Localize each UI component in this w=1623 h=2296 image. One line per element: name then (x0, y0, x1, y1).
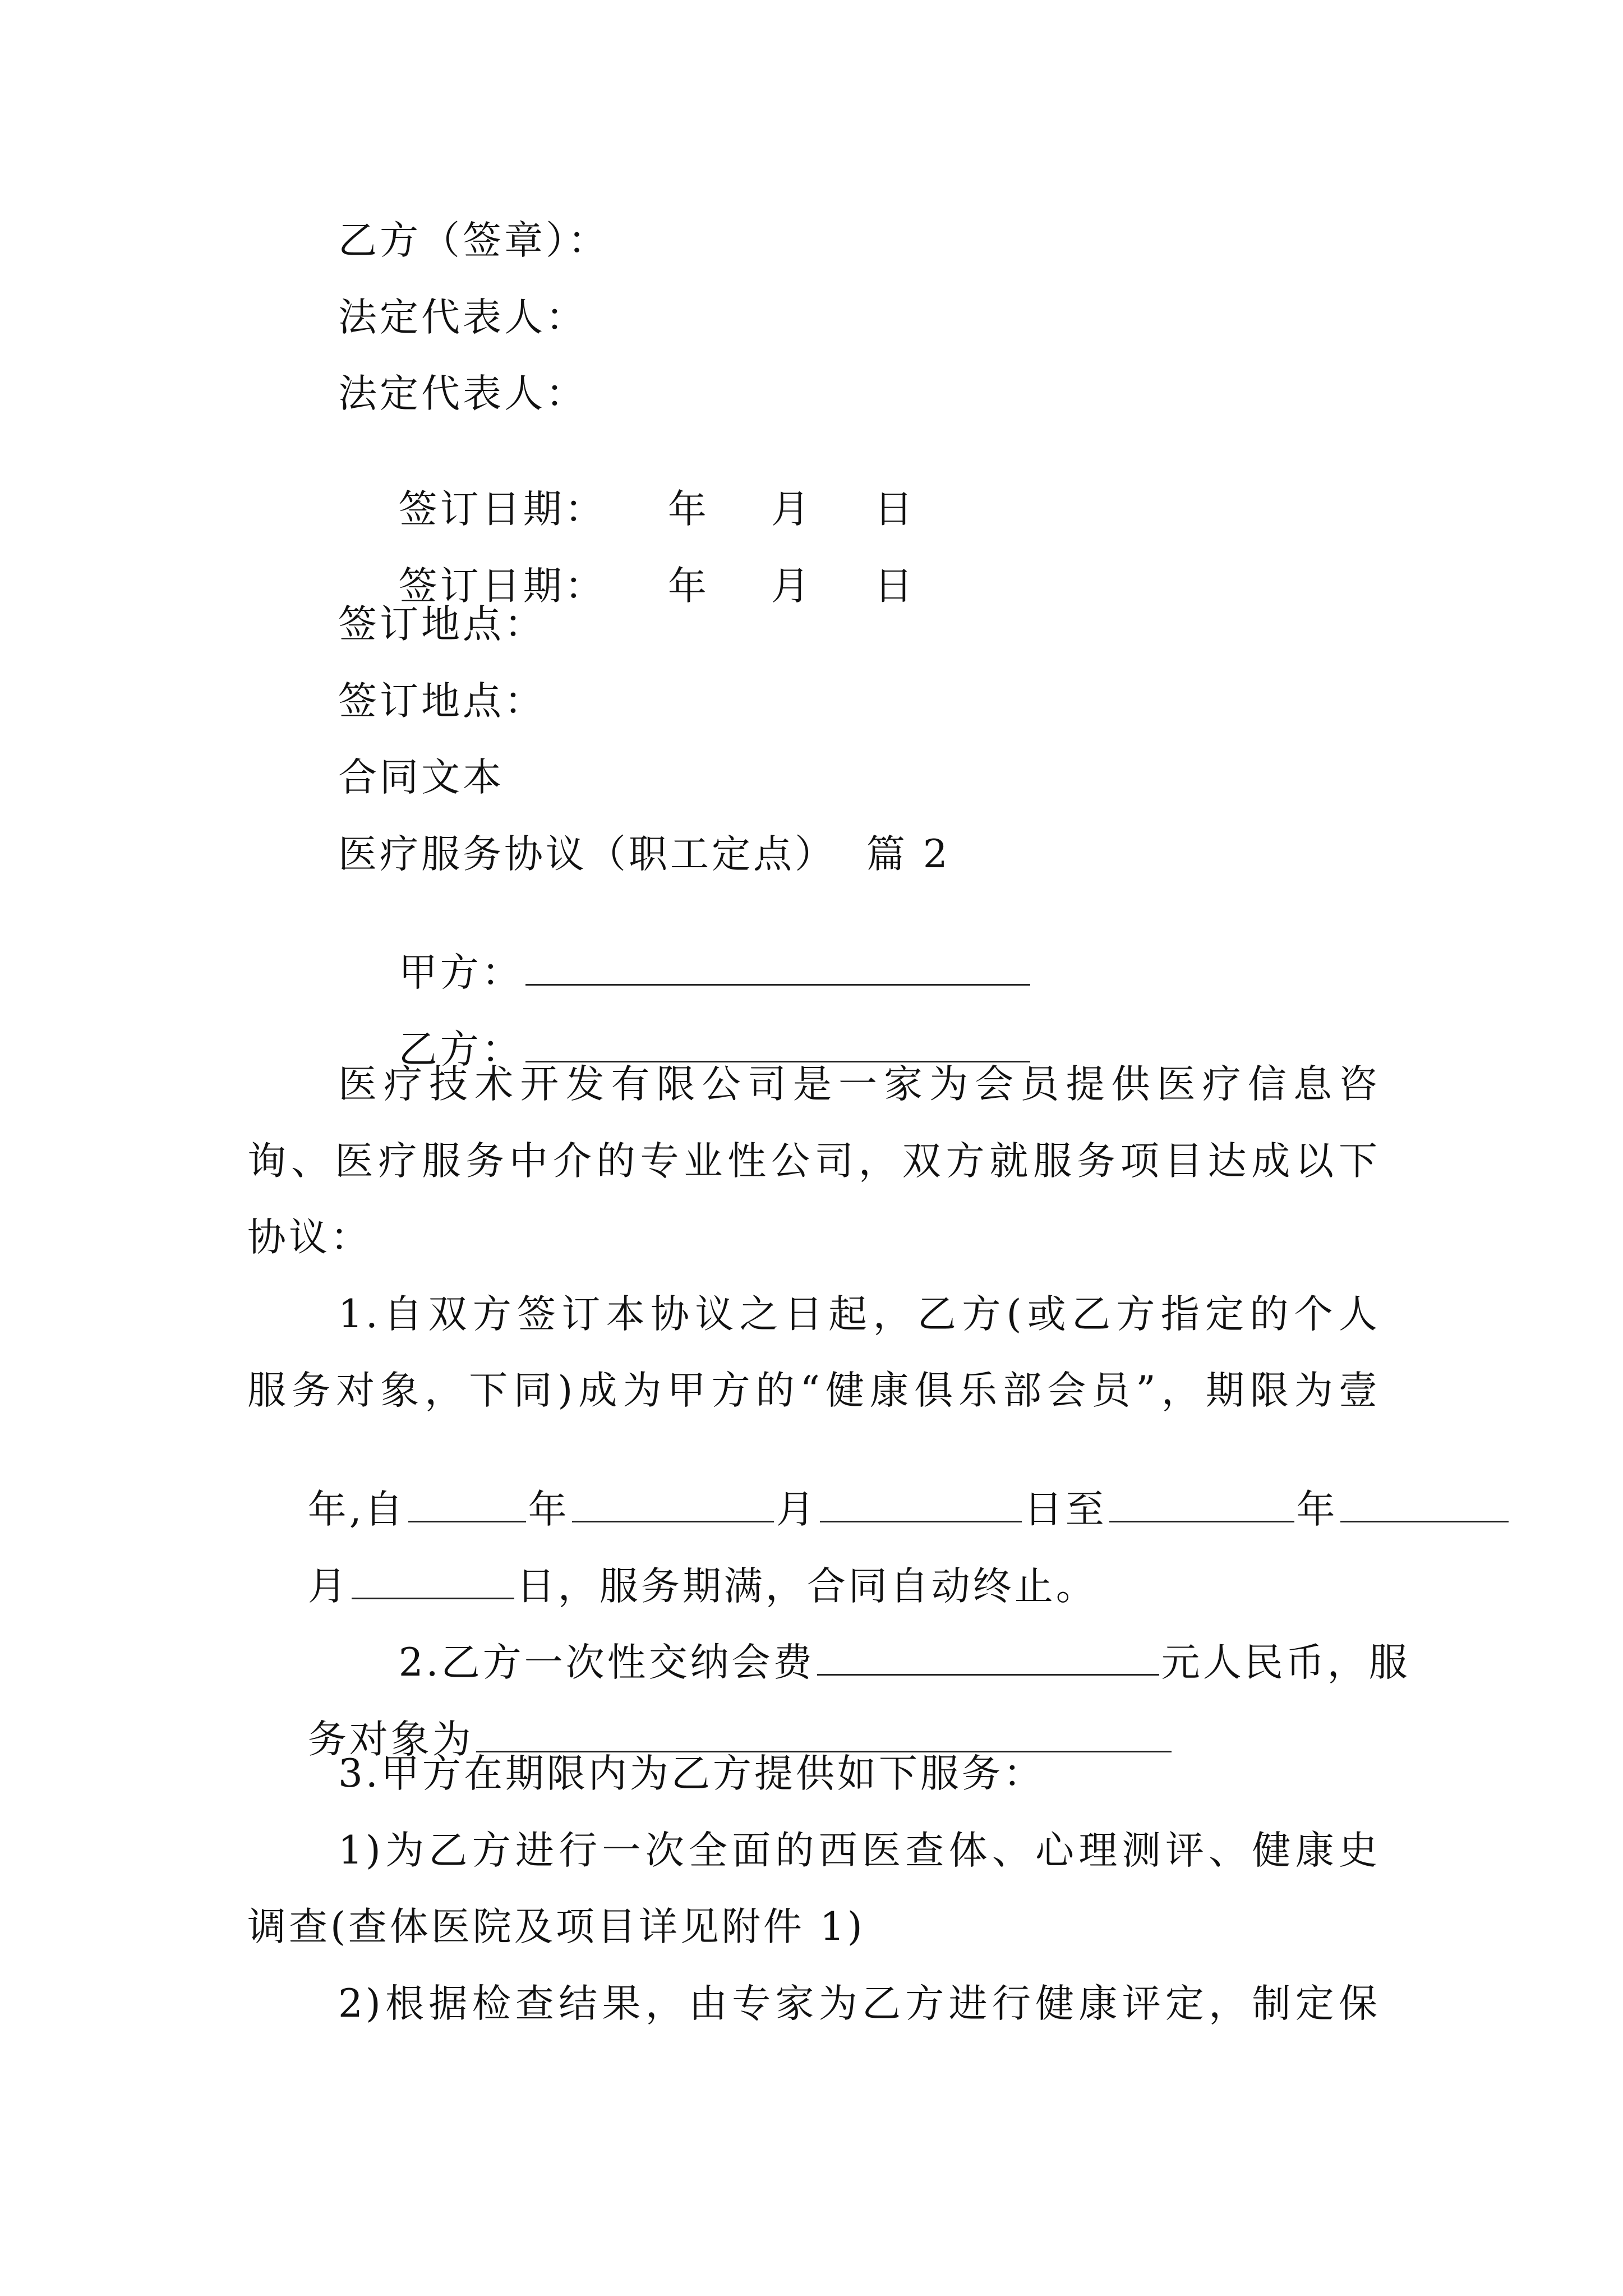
year-label: 年 (667, 487, 709, 532)
day-label: 日 (874, 487, 916, 532)
year-label: 年 (1296, 1487, 1338, 1532)
legal-rep-line: 法定代表人： (338, 371, 587, 416)
party-b-seal-line: 乙方（签章）： (338, 218, 610, 263)
year-label: 年 (528, 1487, 570, 1532)
clause-2-currency-label: 元人民币，服 (1161, 1640, 1410, 1685)
party-b-blank (525, 1027, 1030, 1062)
clause-3-sub-2-line-1: 2)根据检查结果，由专家为乙方进行健康评定，制定保 (338, 1981, 1380, 2026)
end-year-blank (1109, 1487, 1294, 1522)
sign-date-label: 签订日期： (398, 564, 606, 609)
agreement-title: 医疗服务协议（职工定点） 篇 2 (338, 832, 951, 877)
service-target-blank (476, 1717, 1172, 1752)
day-to-label: 日至 (1023, 1487, 1107, 1532)
start-year-blank (408, 1487, 526, 1522)
clause-1-line-1: 1.自双方签订本协议之日起，乙方(或乙方指定的个人 (338, 1292, 1380, 1337)
clause-3-sub-1-line-1: 1)为乙方进行一次全面的西医查体、心理测评、健康史 (338, 1828, 1380, 1873)
contract-text-label: 合同文本 (338, 755, 504, 800)
month-label: 月 (771, 487, 813, 532)
party-a-blank (525, 950, 1030, 986)
party-b-label: 乙方： (398, 1027, 523, 1072)
clause-1-tail: 日，服务期满，合同自动终止。 (516, 1564, 1098, 1609)
end-month-blank (1340, 1487, 1509, 1522)
clause-3-sub-1-line-2: 调查(查体医院及项目详见附件 1) (247, 1904, 865, 1949)
start-day-blank (820, 1487, 1022, 1522)
month-label: 月 (776, 1487, 818, 1532)
month-label: 月 (307, 1564, 349, 1609)
party-a-label: 甲方： (398, 950, 523, 995)
sign-place-line: 签订地点： (338, 679, 546, 724)
sign-place-line: 签订地点： (338, 602, 546, 647)
legal-rep-line: 法定代表人： (338, 295, 587, 340)
end-day-blank (352, 1564, 514, 1599)
clause-1-since-label: 年,自 (307, 1487, 406, 1532)
clause-3-line-1: 3.甲方在期限内为乙方提供如下服务： (338, 1751, 1045, 1796)
intro-line-1: 医疗技术开发有限公司是一家为会员提供医疗信息咨 (338, 1062, 1380, 1107)
intro-line-2: 询、医疗服务中介的专业性公司，双方就服务项目达成以下 (247, 1139, 1380, 1184)
month-label: 月 (771, 564, 813, 609)
year-label: 年 (667, 564, 709, 609)
clause-1-line-2: 服务对象，下同)成为甲方的“健康俱乐部会员”，期限为壹 (247, 1368, 1380, 1413)
sign-date-label: 签订日期： (398, 487, 606, 532)
clause-2-fee-label: 2.乙方一次性交纳会费 (398, 1640, 815, 1685)
day-label: 日 (874, 564, 916, 609)
service-target-label: 务对象为 (307, 1717, 474, 1762)
intro-line-3: 协议： (247, 1215, 372, 1260)
start-month-blank (572, 1487, 774, 1522)
fee-blank (817, 1640, 1159, 1676)
